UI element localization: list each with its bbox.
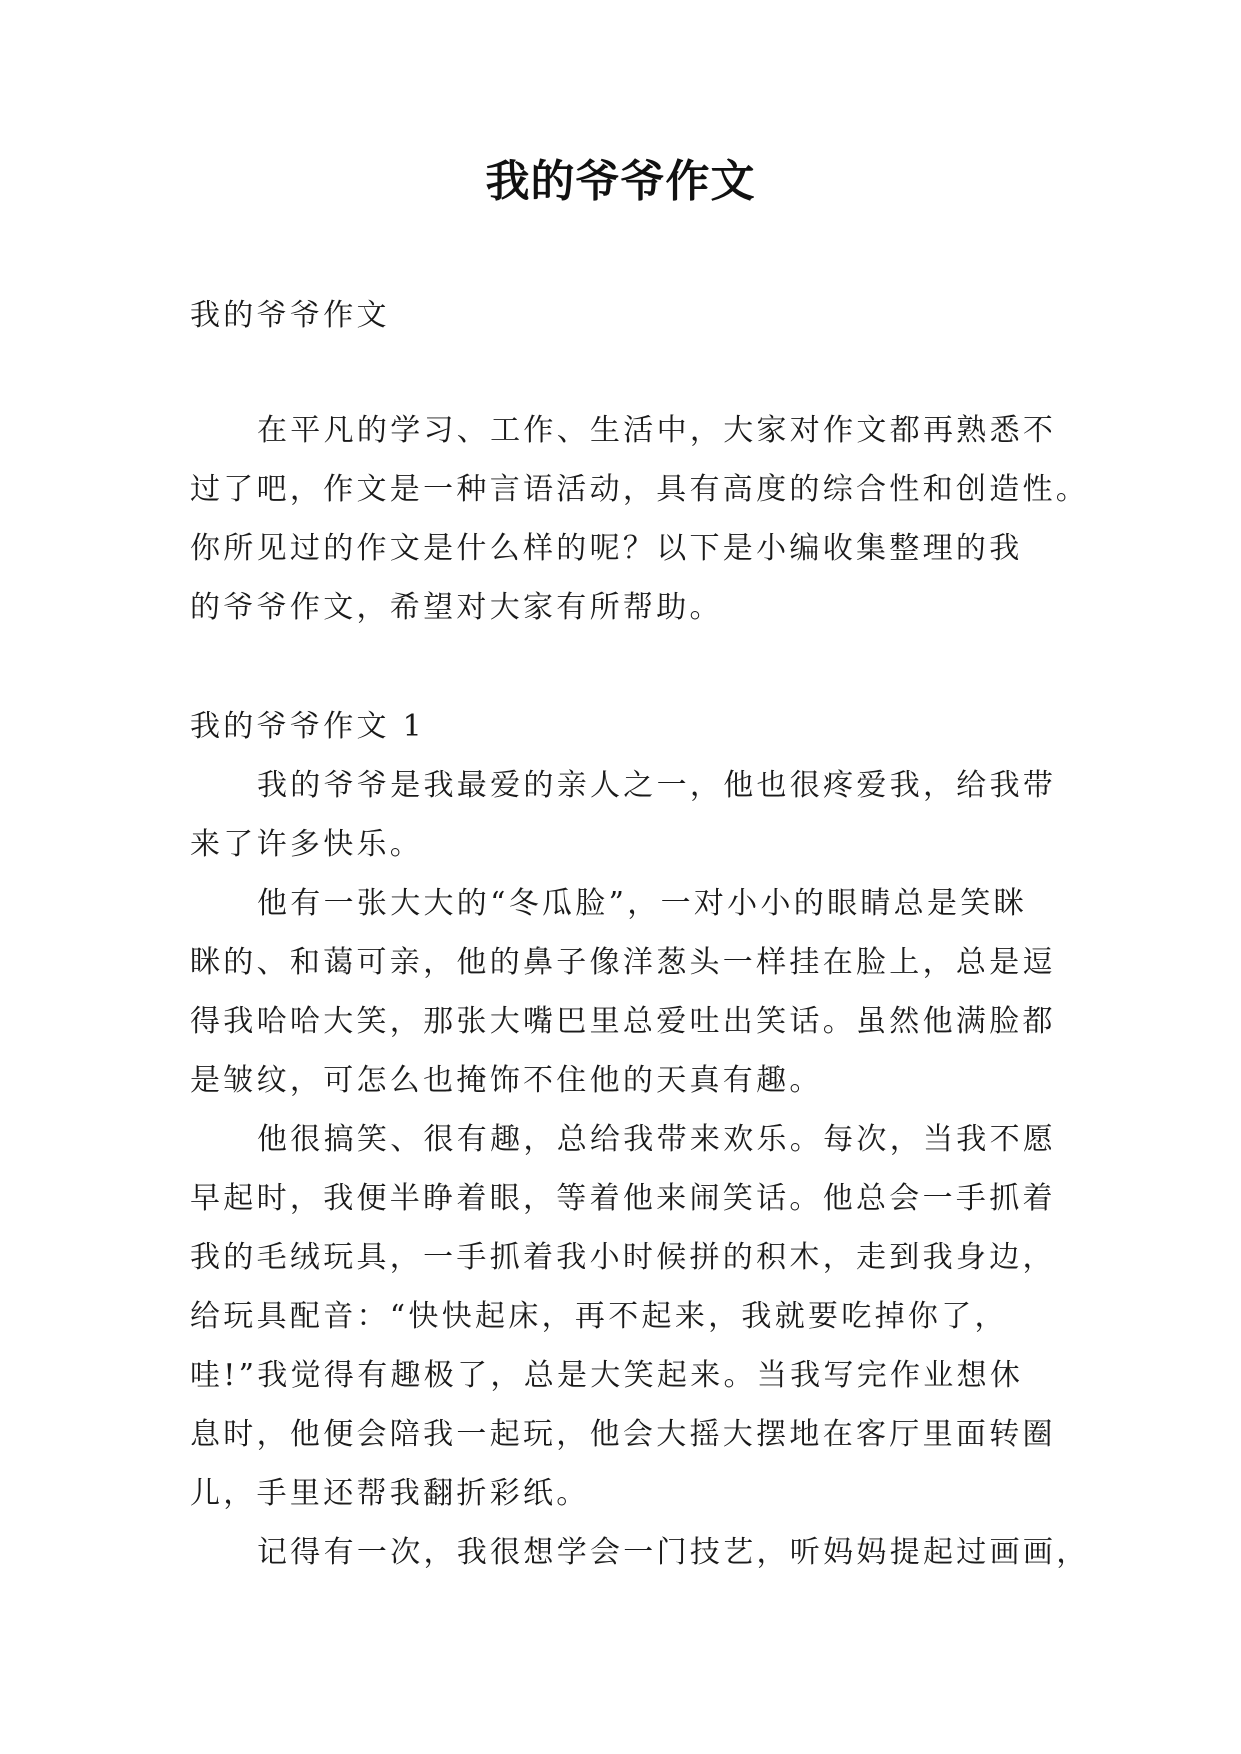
intro-paragraph [190,401,1090,637]
body-line: 眯的、和蔼可亲，他的鼻子像洋葱头一样挂在脸上，总是逗 [190,945,1056,980]
body-line: 息时，他便会陪我一起玩，他会大摇大摆地在客厅里面转圈 [190,1417,1056,1452]
section-heading-line: 我的爷爷作文 1 [190,709,426,744]
body-line: 我的毛绒玩具，一手抓着我小时候拼的积木，走到我身边， [190,1240,1056,1275]
body-line: 哇!”我觉得有趣极了，总是大笑起来。当我写完作业想休 [190,1358,1024,1393]
body-line: 我的爷爷是我最爱的亲人之一，他也很疼爱我，给我带 [257,768,1057,803]
body-line: 他有一张大大的“冬瓜脸”，一对小小的眼睛总是笑眯 [257,886,1027,921]
body-line: 来了许多快乐。 [190,827,424,862]
body-line: 得我哈哈大笑，那张大嘴巴里总爱吐出笑话。虽然他满脸都 [190,1004,1056,1039]
essay-body [190,756,1090,1582]
body-line: 他很搞笑、很有趣，总给我带来欢乐。每次，当我不愿 [257,1122,1057,1157]
body-line: 是皱纹，可怎么也掩饰不住他的天真有趣。 [190,1063,823,1098]
intro-line: 过了吧，作文是一种言语活动，具有高度的综合性和创造性。 [190,472,1090,507]
intro-line: 在平凡的学习、工作、生活中，大家对作文都再熟悉不 [257,413,1057,448]
intro-line: 你所见过的作文是什么样的呢？以下是小编收集整理的我 [190,531,1023,566]
body-line: 给玩具配音：“快快起床，再不起来，我就要吃掉你了， [190,1299,1008,1334]
subtitle-line: 我的爷爷作文 [190,298,390,333]
body-line: 记得有一次，我很想学会一门技艺，听妈妈提起过画画， [257,1535,1090,1570]
document-title: 我的爷爷作文 [485,156,756,207]
document-subtitle [190,286,1060,345]
intro-line: 的爷爷作文，希望对大家有所帮助。 [190,590,723,625]
body-line: 早起时，我便半睁着眼，等着他来闹笑话。他总会一手抓着 [190,1181,1056,1216]
body-line: 儿，手里还帮我翻折彩纸。 [190,1476,590,1511]
section-heading [190,697,1060,756]
